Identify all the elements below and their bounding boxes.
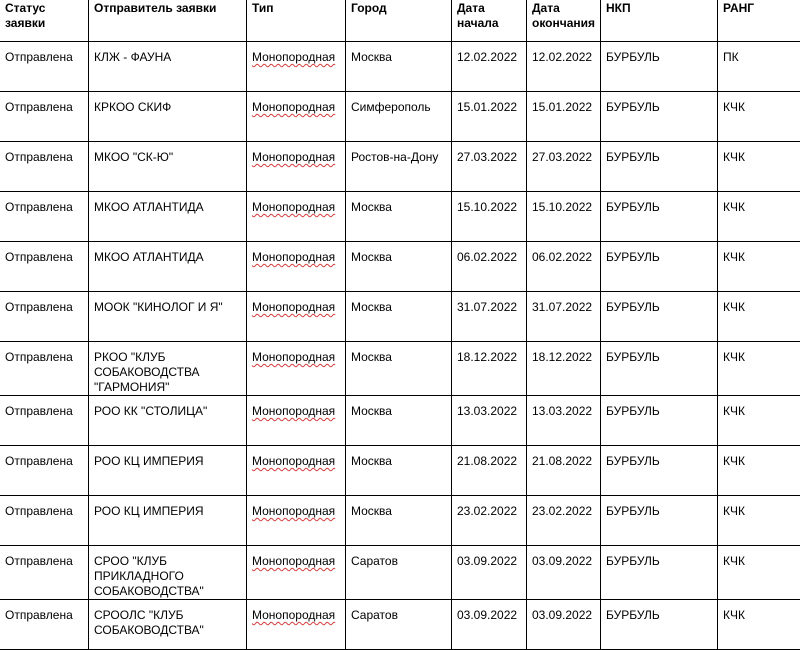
cell-type (247, 142, 346, 192)
header-rank: РАНГ (718, 0, 800, 42)
cell-city: Москва (346, 242, 452, 292)
table-row (0, 92, 800, 142)
cell-sender: МКОО АТЛАНТИДА (89, 242, 247, 292)
cell-status: Отправлена (0, 192, 89, 242)
cell-end-date: 12.02.2022 (527, 42, 601, 92)
cell-nkp: БУРБУЛЬ (601, 42, 718, 92)
cell-sender: РОО КК "СТОЛИЦА" (89, 396, 247, 446)
cell-type-text: Монопородная (252, 50, 335, 64)
cell-end-date: 03.09.2022 (527, 600, 601, 650)
cell-type-text: Монопородная (252, 250, 335, 264)
cell-nkp: БУРБУЛЬ (601, 546, 718, 600)
cell-nkp: БУРБУЛЬ (601, 142, 718, 192)
cell-sender: КЛЖ - ФАУНА (89, 42, 247, 92)
cell-start-date: 31.07.2022 (452, 292, 527, 342)
cell-end-date: 23.02.2022 (527, 496, 601, 546)
cell-start-date: 13.03.2022 (452, 396, 527, 446)
table-row (0, 342, 800, 396)
cell-start-date: 12.02.2022 (452, 42, 527, 92)
cell-status: Отправлена (0, 600, 89, 650)
cell-city: Саратов (346, 546, 452, 600)
cell-nkp: БУРБУЛЬ (601, 192, 718, 242)
cell-start-date: 27.03.2022 (452, 142, 527, 192)
cell-rank: КЧК (718, 446, 800, 496)
cell-sender: МКОО АТЛАНТИДА (89, 192, 247, 242)
cell-rank: КЧК (718, 292, 800, 342)
table-row (0, 600, 800, 650)
cell-type (247, 496, 346, 546)
cell-type (247, 396, 346, 446)
table-row (0, 292, 800, 342)
cell-city: Ростов-на-Дону (346, 142, 452, 192)
cell-sender: СРООЛС "КЛУБ СОБАКОВОДСТВА" (89, 600, 247, 650)
cell-end-date: 15.10.2022 (527, 192, 601, 242)
cell-sender: КРКОО СКИФ (89, 92, 247, 142)
header-start-date: Дата начала (452, 0, 527, 42)
cell-status: Отправлена (0, 242, 89, 292)
cell-rank: КЧК (718, 396, 800, 446)
cell-city: Москва (346, 292, 452, 342)
cell-nkp: БУРБУЛЬ (601, 496, 718, 546)
cell-city: Москва (346, 396, 452, 446)
cell-nkp: БУРБУЛЬ (601, 92, 718, 142)
cell-rank: КЧК (718, 342, 800, 396)
cell-type (247, 600, 346, 650)
cell-type-text: Монопородная (252, 504, 335, 518)
cell-type-text: Монопородная (252, 150, 335, 164)
cell-start-date: 06.02.2022 (452, 242, 527, 292)
cell-start-date: 21.08.2022 (452, 446, 527, 496)
cell-sender: РОО КЦ ИМПЕРИЯ (89, 496, 247, 546)
cell-type (247, 192, 346, 242)
cell-city: Саратов (346, 600, 452, 650)
cell-sender: РОО КЦ ИМПЕРИЯ (89, 446, 247, 496)
cell-rank: КЧК (718, 142, 800, 192)
cell-city: Симферополь (346, 92, 452, 142)
cell-type-text: Монопородная (252, 100, 335, 114)
cell-status: Отправлена (0, 546, 89, 600)
cell-type-text: Монопородная (252, 554, 335, 568)
cell-rank: КЧК (718, 92, 800, 142)
cell-type (247, 242, 346, 292)
cell-rank: КЧК (718, 546, 800, 600)
cell-type-text: Монопородная (252, 608, 335, 622)
cell-sender: СРОО "КЛУБ ПРИКЛАДНОГО СОБАКОВОДСТВА" (89, 546, 247, 600)
cell-status: Отправлена (0, 396, 89, 446)
cell-end-date: 27.03.2022 (527, 142, 601, 192)
cell-city: Москва (346, 42, 452, 92)
cell-city: Москва (346, 496, 452, 546)
cell-rank: КЧК (718, 496, 800, 546)
table-row (0, 242, 800, 292)
cell-end-date: 06.02.2022 (527, 242, 601, 292)
cell-rank: ПК (718, 42, 800, 92)
cell-type-text: Монопородная (252, 200, 335, 214)
cell-start-date: 18.12.2022 (452, 342, 527, 396)
cell-type (247, 292, 346, 342)
cell-status: Отправлена (0, 92, 89, 142)
cell-start-date: 03.09.2022 (452, 546, 527, 600)
cell-type (247, 92, 346, 142)
cell-type-text: Монопородная (252, 350, 335, 364)
cell-rank: КЧК (718, 192, 800, 242)
header-end-date: Дата окончания (527, 0, 601, 42)
cell-start-date: 15.01.2022 (452, 92, 527, 142)
cell-type (247, 446, 346, 496)
header-sender: Отправитель заявки (89, 0, 247, 42)
cell-nkp: БУРБУЛЬ (601, 292, 718, 342)
table-row (0, 142, 800, 192)
cell-nkp: БУРБУЛЬ (601, 342, 718, 396)
table-row (0, 496, 800, 546)
cell-status: Отправлена (0, 142, 89, 192)
cell-nkp: БУРБУЛЬ (601, 446, 718, 496)
table-row (0, 396, 800, 446)
cell-status: Отправлена (0, 496, 89, 546)
cell-type (247, 42, 346, 92)
table-row (0, 192, 800, 242)
cell-sender: РКОО "КЛУБ СОБАКОВОДСТВА "ГАРМОНИЯ" (89, 342, 247, 396)
cell-end-date: 31.07.2022 (527, 292, 601, 342)
cell-sender: МКОО "СК-Ю" (89, 142, 247, 192)
cell-nkp: БУРБУЛЬ (601, 242, 718, 292)
table-row (0, 42, 800, 92)
cell-type (247, 342, 346, 396)
cell-city: Москва (346, 446, 452, 496)
cell-end-date: 15.01.2022 (527, 92, 601, 142)
cell-rank: КЧК (718, 242, 800, 292)
cell-type-text: Монопородная (252, 404, 335, 418)
cell-type (247, 546, 346, 600)
cell-rank: КЧК (718, 600, 800, 650)
header-status: Статус заявки (0, 0, 89, 42)
cell-status: Отправлена (0, 446, 89, 496)
header-nkp: НКП (601, 0, 718, 42)
cell-start-date: 23.02.2022 (452, 496, 527, 546)
cell-end-date: 21.08.2022 (527, 446, 601, 496)
header-row (0, 0, 800, 42)
cell-sender: МООК "КИНОЛОГ И Я" (89, 292, 247, 342)
cell-end-date: 03.09.2022 (527, 546, 601, 600)
table-row (0, 446, 800, 496)
cell-end-date: 18.12.2022 (527, 342, 601, 396)
cell-city: Москва (346, 192, 452, 242)
cell-city: Москва (346, 342, 452, 396)
cell-status: Отправлена (0, 42, 89, 92)
cell-type-text: Монопородная (252, 454, 335, 468)
header-type: Тип (247, 0, 346, 42)
cell-type-text: Монопородная (252, 300, 335, 314)
cell-status: Отправлена (0, 292, 89, 342)
cell-status: Отправлена (0, 342, 89, 396)
cell-end-date: 13.03.2022 (527, 396, 601, 446)
header-city: Город (346, 0, 452, 42)
cell-nkp: БУРБУЛЬ (601, 396, 718, 446)
cell-start-date: 15.10.2022 (452, 192, 527, 242)
table-row (0, 546, 800, 600)
cell-start-date: 03.09.2022 (452, 600, 527, 650)
cell-nkp: БУРБУЛЬ (601, 600, 718, 650)
